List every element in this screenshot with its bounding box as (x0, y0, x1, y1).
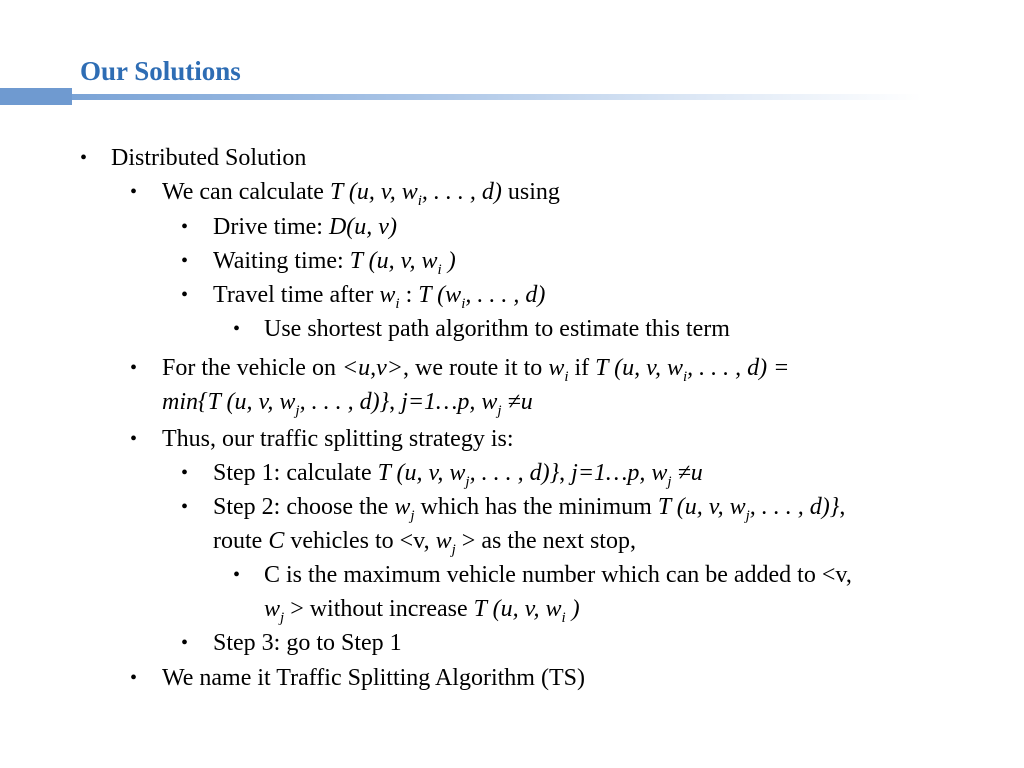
list-item: Step 3: go to Step 1 (213, 630, 402, 656)
bullet-icon: • (233, 318, 241, 340)
list-item: Use shortest path algorithm to estimate this term (264, 316, 730, 342)
list-item: Thus, our traffic splitting strategy is: (162, 426, 514, 452)
bullet-icon: • (181, 496, 189, 518)
bullet-icon: • (130, 428, 138, 450)
bullet-icon: • (181, 250, 189, 272)
bullet-icon: • (233, 564, 241, 586)
list-item: C is the maximum vehicle number which can be added to <v, (264, 562, 852, 588)
bullet-icon: • (130, 357, 138, 379)
list-item: We can calculate T (u, v, $w_i$, . . . , d) using (162, 179, 560, 209)
list-item: For the vehicle on <u,v>, we route it to $w_i$ if T (u, v, $w_i$, . . . , d) = (162, 355, 790, 385)
bullet-icon: • (181, 632, 189, 654)
bullet-icon: • (130, 667, 138, 689)
bullet-icon: • (181, 216, 189, 238)
item-text: Distributed Solution (111, 145, 307, 171)
bullet-icon: • (181, 284, 189, 306)
list-item: Travel time after $w_i$ : T ($w_i$, . . . , d) (213, 282, 546, 312)
list-item: Step 2: choose the $w_j$ which has the minimum T (u, v, $w_j$, . . . , d)}, (213, 494, 846, 524)
bullet-icon: • (130, 181, 138, 203)
list-item-continuation: route C vehicles to <v, $w_j$ > as the next stop, (213, 528, 636, 558)
slide-title: Our Solutions (80, 56, 241, 86)
list-item-continuation: $w_j$ > without increase T (u, v, $w_i$ ) (264, 596, 580, 626)
list-item: Drive time: D(u, v) (213, 214, 397, 240)
list-item: We name it Traffic Splitting Algorithm (TS) (162, 665, 585, 691)
bullet-icon: • (80, 147, 88, 169)
bullet-icon: • (181, 462, 189, 484)
list-item: Step 1: calculate T (u, v, $w_j$, . . . , d)}, j=1…p, $w_j \ne u$ (213, 460, 703, 490)
list-item (111, 141, 306, 175)
list-item: Waiting time: T (u, v, $w_i$ ) (213, 248, 456, 278)
list-item-continuation: min{T (u, v, $w_j$, . . . , d)}, j=1…p, $w_j \ne u$ (162, 389, 533, 419)
